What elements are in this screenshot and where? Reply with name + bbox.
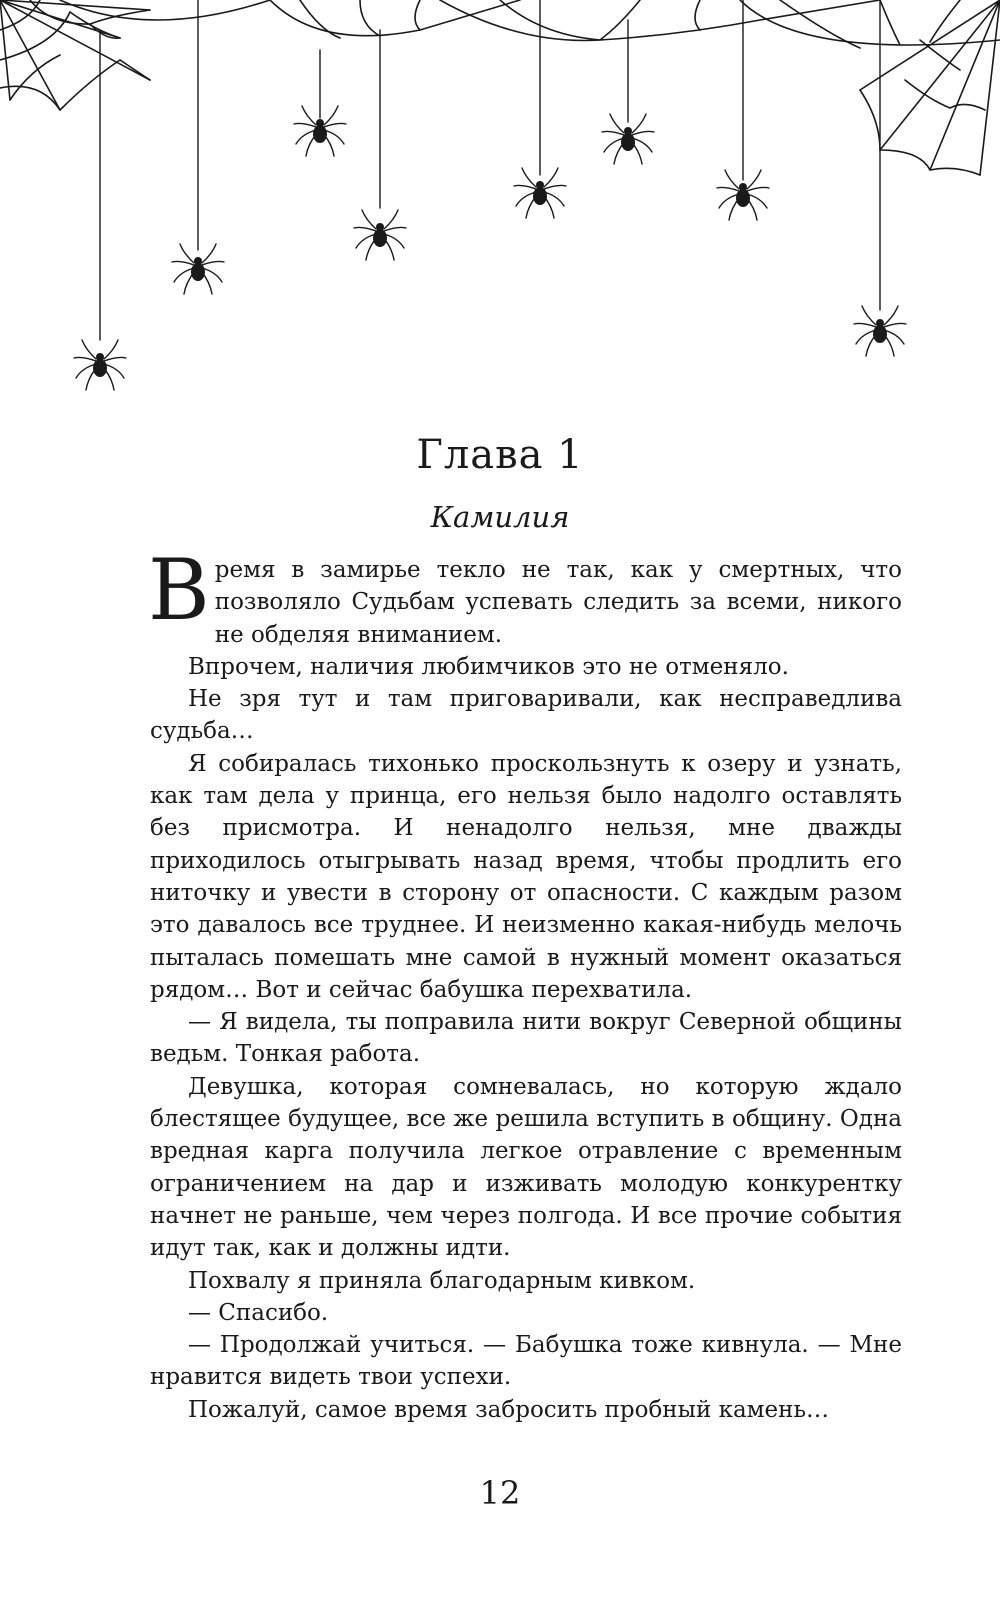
drop-cap: В <box>148 541 210 639</box>
paragraph: Похвалу я приняла благодарным кивком. <box>188 1267 696 1294</box>
paragraph: Время в замирье текло не так, как у смертных, что позволяло Судьбам успевать следить за всеми, никого не обделяя вниманием. <box>148 541 902 648</box>
chapter-title: Глава 1 <box>416 432 584 478</box>
paragraph: — Я видела, ты поправила нити вокруг Северной общины ведьм. Тонкая работа. <box>150 1009 902 1068</box>
top-garland <box>60 0 1000 48</box>
paragraph: Я собиралась тихонько проскользнуть к озеру и узнать, как там дела у принца, его нельзя было надолго оставлять без присмотра. И ненадолго нельзя, мне дважды приходилось отыгрывать назад время, чтобы продлить его ниточку и увести в сторону от опасности. С каждым разом это давалось все труднее. И неизменно какая-нибудь мелочь пыталась помешать мне самой в нужный момент оказаться рядом… Вот и сейчас бабушка перехватила. <box>150 750 902 1003</box>
right-cobweb <box>860 0 1000 175</box>
body-text <box>148 541 902 1426</box>
paragraph: Девушка, которая сомневалась, но которую ждало блестящее будущее, все же решила вступить в общину. Одна вредная карга получила легкое отравление с временным ограничением на дар и изживать молодую конкурентку начнет не раньше, чем через полгода. И все прочие события идут так, как и должны идти. <box>150 1073 902 1262</box>
paragraph: Не зря тут и там приговаривали, как несправедлива судьба… <box>150 686 902 745</box>
page-number: 12 <box>479 1474 521 1512</box>
paragraph: Пожалуй, самое время забросить пробный камень… <box>188 1396 830 1423</box>
chapter-subtitle: Камилия <box>430 500 570 534</box>
paragraph: Впрочем, наличия любимчиков это не отменяло. <box>188 653 789 680</box>
hanging-spiders <box>74 0 906 390</box>
paragraph: — Спасибо. <box>188 1299 329 1326</box>
paragraph: — Продолжай учиться. — Бабушка тоже кивнула. — Мне нравится видеть твои успехи. <box>150 1332 902 1391</box>
spider-web-illustration <box>0 0 1000 420</box>
left-cobweb <box>0 0 150 110</box>
